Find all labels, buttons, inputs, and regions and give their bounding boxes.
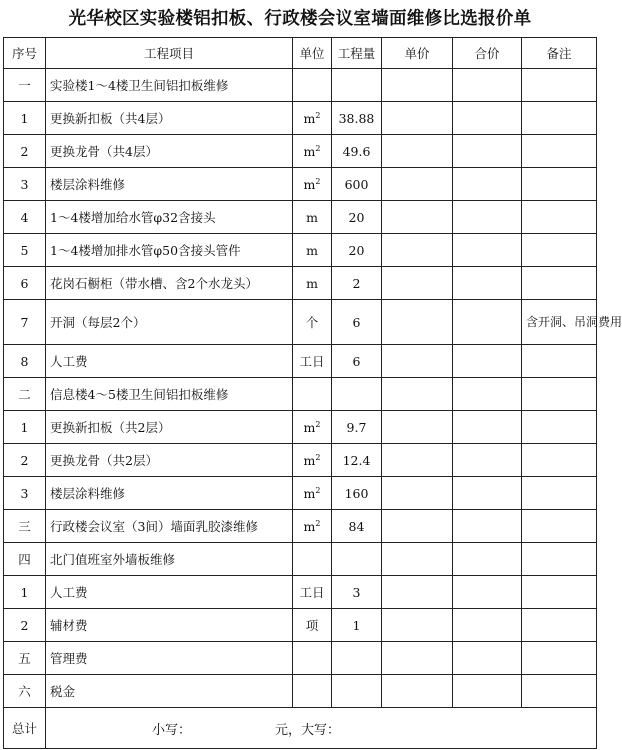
row-unit-superscript: 2 [315, 419, 321, 429]
row-note [522, 378, 597, 411]
row-subtotal [453, 477, 522, 510]
row-unit-text: m [303, 143, 316, 159]
header-price: 单价 [382, 38, 453, 69]
row-subtotal [453, 510, 522, 543]
row-unit-price [382, 300, 453, 345]
row-unit [293, 234, 332, 267]
row-unit-price [382, 609, 453, 642]
row-unit [293, 642, 332, 675]
row-unit [293, 444, 332, 477]
row-unit-text: 项 [305, 618, 319, 633]
row-number: 五 [4, 642, 46, 675]
row-note [522, 135, 597, 168]
row-subtotal [453, 135, 522, 168]
table-row [4, 267, 597, 300]
row-note [522, 201, 597, 234]
row-subtotal [453, 102, 522, 135]
row-quantity [332, 543, 382, 576]
row-unit [293, 300, 332, 345]
row-unit-price [382, 378, 453, 411]
row-unit-price [382, 267, 453, 300]
row-unit-price [382, 675, 453, 708]
row-subtotal [453, 267, 522, 300]
table-row [4, 201, 597, 234]
row-subtotal [453, 234, 522, 267]
table-row [4, 378, 597, 411]
row-note [522, 609, 597, 642]
row-number: 1 [4, 576, 46, 609]
row-quantity: 1 [332, 609, 382, 642]
quote-table [3, 37, 622, 749]
row-unit-price [382, 234, 453, 267]
row-quantity: 160 [332, 477, 382, 510]
row-note [522, 477, 597, 510]
row-unit-text: m [303, 176, 316, 192]
row-unit [293, 576, 332, 609]
row-quantity: 49.6 [332, 135, 382, 168]
row-unit-price [382, 168, 453, 201]
row-number: 1 [4, 411, 46, 444]
row-number: 一 [4, 69, 46, 102]
row-unit-text: m [303, 518, 316, 534]
row-unit-text: m [303, 419, 316, 435]
row-unit-price [382, 69, 453, 102]
table-row [4, 345, 597, 378]
row-unit-text: m [306, 209, 318, 225]
table-row [4, 675, 597, 708]
row-unit [293, 543, 332, 576]
row-unit [293, 267, 332, 300]
row-item: 更换新扣板（共4层） [46, 102, 293, 135]
header-item: 工程项目 [46, 38, 293, 69]
row-item: 楼层涂料维修 [46, 477, 293, 510]
row-unit-text: m [303, 110, 316, 126]
table-row [4, 543, 597, 576]
row-item: 开洞（每层2个） [46, 300, 293, 345]
total-small-label: 小写： [151, 722, 191, 738]
row-number: 8 [4, 345, 46, 378]
row-unit [293, 345, 332, 378]
header-qty: 工程量 [332, 38, 382, 69]
row-note [522, 69, 597, 102]
row-number: 2 [4, 444, 46, 477]
row-unit-superscript: 2 [315, 518, 321, 528]
row-unit-superscript: 2 [315, 452, 321, 462]
row-item: 税金 [46, 675, 293, 708]
row-note [522, 510, 597, 543]
row-unit-text: m [306, 275, 318, 291]
row-subtotal [453, 300, 522, 345]
row-number: 3 [4, 477, 46, 510]
table-row [4, 609, 597, 642]
row-quantity: 84 [332, 510, 382, 543]
row-number: 4 [4, 201, 46, 234]
row-unit [293, 69, 332, 102]
row-item: 实验楼1～4楼卫生间铝扣板维修 [46, 69, 293, 102]
row-unit-superscript: 2 [315, 110, 321, 120]
row-unit [293, 201, 332, 234]
row-item: 更换新扣板（共2层） [46, 411, 293, 444]
row-number: 5 [4, 234, 46, 267]
header-row [4, 38, 597, 69]
row-quantity: 600 [332, 168, 382, 201]
row-quantity [332, 642, 382, 675]
table-row [4, 642, 597, 675]
row-unit [293, 168, 332, 201]
row-quantity [332, 675, 382, 708]
row-item: 1～4楼增加排水管φ50含接头管件 [46, 234, 293, 267]
row-subtotal [453, 543, 522, 576]
row-quantity: 20 [332, 234, 382, 267]
row-item: 人工费 [46, 345, 293, 378]
row-unit [293, 675, 332, 708]
header-note: 备注 [522, 38, 597, 69]
row-unit [293, 411, 332, 444]
total-label: 总计 [4, 708, 46, 749]
row-unit-superscript: 2 [315, 176, 321, 186]
row-subtotal [453, 642, 522, 675]
total-amount-cell [46, 708, 597, 749]
row-note [522, 345, 597, 378]
table-row [4, 168, 597, 201]
row-item: 辅材费 [46, 609, 293, 642]
table-row [4, 444, 597, 477]
row-number: 7 [4, 300, 46, 345]
row-unit-price [382, 642, 453, 675]
row-unit [293, 477, 332, 510]
row-quantity [332, 378, 382, 411]
row-subtotal [453, 345, 522, 378]
row-number: 2 [4, 135, 46, 168]
table-row [4, 69, 597, 102]
row-note [522, 234, 597, 267]
row-subtotal [453, 201, 522, 234]
row-subtotal [453, 378, 522, 411]
row-item: 楼层涂料维修 [46, 168, 293, 201]
table-row [4, 510, 597, 543]
row-quantity: 2 [332, 267, 382, 300]
row-quantity: 6 [332, 300, 382, 345]
row-unit-price [382, 411, 453, 444]
row-number: 二 [4, 378, 46, 411]
row-number: 三 [4, 510, 46, 543]
row-item: 更换龙骨（共2层） [46, 444, 293, 477]
row-unit [293, 102, 332, 135]
row-item: 花岗石橱柜（带水槽、含2个水龙头） [46, 267, 293, 300]
row-number: 六 [4, 675, 46, 708]
table-row [4, 135, 597, 168]
row-note [522, 642, 597, 675]
row-unit-price [382, 201, 453, 234]
row-unit-text: 个 [305, 315, 319, 330]
row-note [522, 543, 597, 576]
row-unit-text: m [303, 485, 316, 501]
header-no: 序号 [4, 38, 46, 69]
row-unit [293, 378, 332, 411]
document-title: 光华校区实验楼铝扣板、行政楼会议室墙面维修比选报价单 [68, 9, 532, 29]
row-unit-price [382, 576, 453, 609]
total-yuan-label: 元， [274, 722, 301, 738]
row-unit-superscript: 2 [315, 485, 321, 495]
table-row [4, 300, 597, 345]
row-note [522, 168, 597, 201]
row-note [522, 102, 597, 135]
row-item: 行政楼会议室（3间）墙面乳胶漆维修 [46, 510, 293, 543]
table-row [4, 411, 597, 444]
row-subtotal [453, 444, 522, 477]
row-unit-text: m [303, 452, 316, 468]
row-quantity: 9.7 [332, 411, 382, 444]
total-row [4, 708, 597, 749]
row-item: 信息楼4～5楼卫生间铝扣板维修 [46, 378, 293, 411]
row-quantity: 12.4 [332, 444, 382, 477]
row-subtotal [453, 675, 522, 708]
row-note [522, 267, 597, 300]
row-item: 更换龙骨（共4层） [46, 135, 293, 168]
row-note [522, 576, 597, 609]
row-unit-price [382, 477, 453, 510]
row-note [522, 411, 597, 444]
row-quantity: 6 [332, 345, 382, 378]
row-unit-text: 工日 [299, 585, 325, 600]
row-unit-text: 工日 [299, 354, 325, 369]
header-total: 合价 [453, 38, 522, 69]
row-item: 人工费 [46, 576, 293, 609]
row-unit-price [382, 510, 453, 543]
row-unit-superscript: 2 [315, 143, 321, 153]
row-unit-price [382, 444, 453, 477]
row-quantity: 3 [332, 576, 382, 609]
row-subtotal [453, 168, 522, 201]
row-unit-price [382, 135, 453, 168]
row-unit [293, 510, 332, 543]
header-unit: 单位 [293, 38, 332, 69]
row-note [522, 444, 597, 477]
row-note: 含开洞、吊洞费用 [522, 300, 597, 345]
row-number: 四 [4, 543, 46, 576]
row-unit-price [382, 543, 453, 576]
row-item: 1～4楼增加给水管φ32含接头 [46, 201, 293, 234]
row-item: 管理费 [46, 642, 293, 675]
row-quantity [332, 69, 382, 102]
row-unit [293, 609, 332, 642]
row-unit-price [382, 102, 453, 135]
row-unit-price [382, 345, 453, 378]
row-subtotal [453, 576, 522, 609]
row-note [522, 675, 597, 708]
table-row [4, 234, 597, 267]
row-subtotal [453, 411, 522, 444]
table-row [4, 102, 597, 135]
row-unit-text: m [306, 242, 318, 258]
row-quantity: 20 [332, 201, 382, 234]
table-row [4, 477, 597, 510]
row-number: 1 [4, 102, 46, 135]
row-subtotal [453, 69, 522, 102]
table-body [4, 69, 622, 708]
row-item: 北门值班室外墙板维修 [46, 543, 293, 576]
row-unit [293, 135, 332, 168]
total-big-label: 大写： [301, 722, 341, 738]
row-quantity: 38.88 [332, 102, 382, 135]
row-number: 6 [4, 267, 46, 300]
row-number: 3 [4, 168, 46, 201]
row-subtotal [453, 609, 522, 642]
table-row [4, 576, 597, 609]
row-number: 2 [4, 609, 46, 642]
